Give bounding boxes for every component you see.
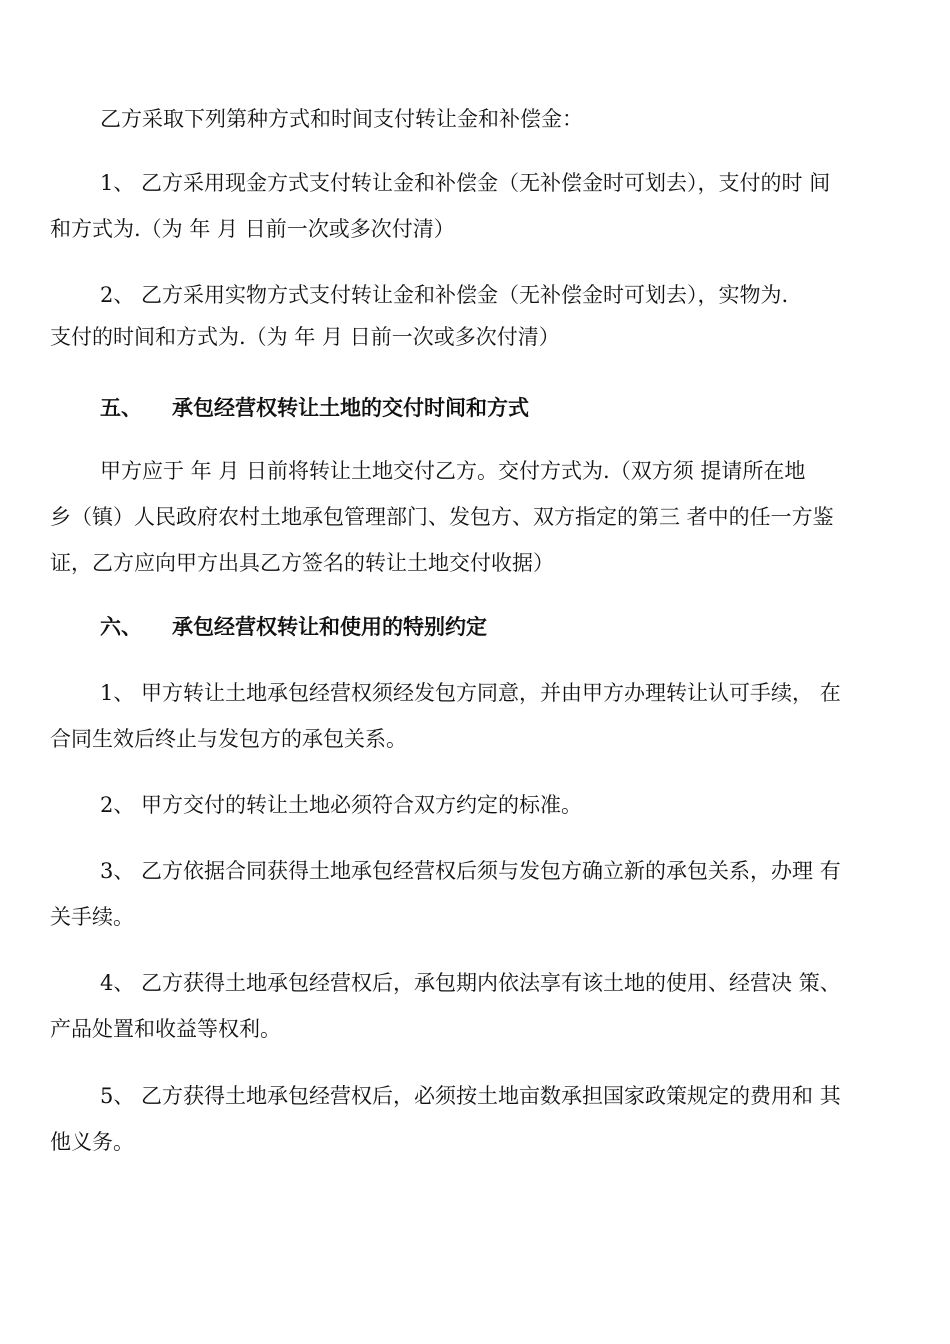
item-line: 2、 甲方交付的转让土地必须符合双方约定的标准。 [100,793,583,817]
paragraph-line: 乡（镇）人民政府农村土地承包管理部门、发包方、双方指定的第三 者中的任一方鉴 [50,505,834,529]
payment-item-line: 1、 乙方采用现金方式支付转让金和补偿金（无补偿金时可划去），支付的时 间 [100,171,831,195]
item-line: 合同生效后终止与发包方的承包关系。 [50,727,407,751]
section-6-heading [100,612,487,642]
intro-text: 乙方采取下列第种方式和时间支付转让金和补偿金： [100,107,583,131]
item-line: 产品处置和收益等权利。 [50,1017,281,1041]
item-line: 他义务。 [50,1130,134,1154]
section-6-item-4 [50,960,896,1052]
intro-paragraph [50,96,896,142]
item-line: 5、 乙方获得土地承包经营权后，必须按土地亩数承担国家政策规定的费用和 其 [100,1084,841,1108]
item-line: 4、 乙方获得土地承包经营权后，承包期内依法享有该土地的使用、经营决 策、 [100,971,841,995]
section-title: 承包经营权转让土地的交付时间和方式 [172,396,529,420]
payment-item-line: 2、 乙方采用实物方式支付转让金和补偿金（无补偿金时可划去），实物为. [100,283,789,307]
section-5-heading [100,393,529,423]
item-line: 3、 乙方依据合同获得土地承包经营权后须与发包方确立新的承包关系，办理 有 [100,859,841,883]
section-6-item-5 [50,1073,896,1165]
section-6-item-3 [50,848,896,940]
section-5-paragraph [50,448,896,586]
paragraph-line: 甲方应于 年 月 日前将转让土地交付乙方。交付方式为.（双方须 提请所在地 [100,459,806,483]
item-line: 关手续。 [50,905,134,929]
payment-item-1 [50,160,896,252]
section-number: 五、 [100,396,142,420]
payment-item-line: 支付的时间和方式为.（为 年 月 日前一次或多次付清） [50,325,560,349]
paragraph-line: 证，乙方应向甲方出具乙方签名的转让土地交付收据） [50,551,554,575]
payment-item-line: 和方式为.（为 年 月 日前一次或多次付清） [50,217,455,241]
section-6-item-1 [50,670,896,762]
item-line: 1、 甲方转让土地承包经营权须经发包方同意，并由甲方办理转让认可手续， 在 [100,681,841,705]
section-title: 承包经营权转让和使用的特别约定 [172,615,487,639]
section-6-item-2 [50,782,896,828]
section-number: 六、 [100,615,142,639]
payment-item-2 [50,272,896,360]
